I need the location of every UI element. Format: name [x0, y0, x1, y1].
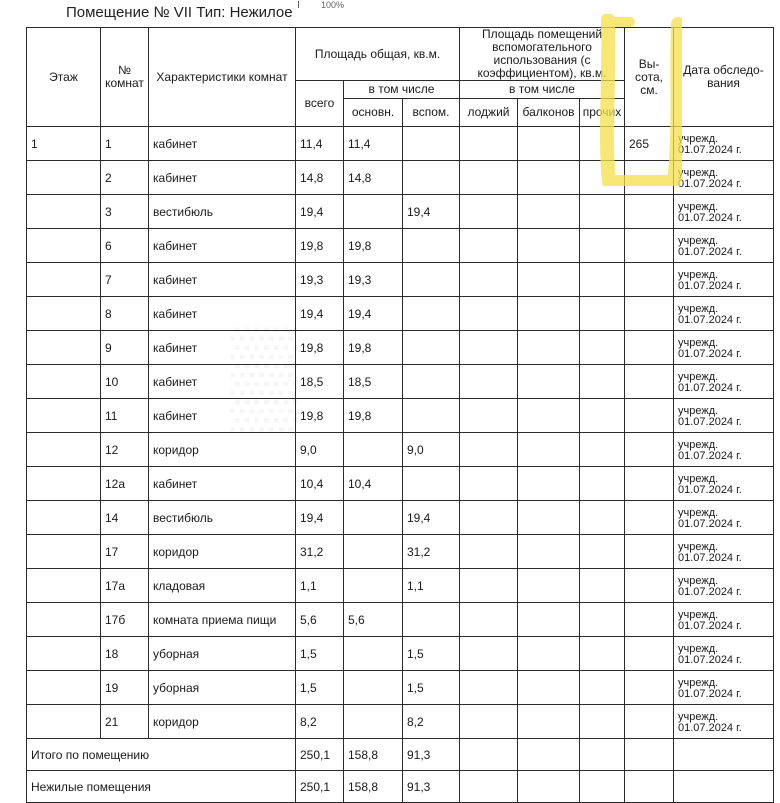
cell-room-desc: комната приема пищи: [149, 603, 296, 637]
table-row: [27, 535, 774, 569]
cell-other: [580, 603, 625, 637]
cell-room-no: 3: [101, 195, 149, 229]
cell-date: учрежд. 01.07.2024 г.: [674, 433, 774, 467]
cell-room-no: 12а: [101, 467, 149, 501]
cell-room-desc: кабинет: [149, 297, 296, 331]
cell-room-desc: коридор: [149, 535, 296, 569]
cell-height: [625, 263, 674, 297]
cell-main: 19,8: [344, 399, 403, 433]
cell-floor: [27, 637, 101, 671]
cell-other: [580, 195, 625, 229]
totals-empty-cell: [518, 771, 580, 803]
totals-empty-cell: [460, 771, 518, 803]
cell-main: 14,8: [344, 161, 403, 195]
header-loggias: лоджий: [460, 99, 518, 127]
cell-balconies: [518, 127, 580, 161]
cell-other: [580, 161, 625, 195]
cell-room-desc: коридор: [149, 433, 296, 467]
cell-date: учрежд. 01.07.2024 г.: [674, 195, 774, 229]
cell-date: учрежд. 01.07.2024 г.: [674, 365, 774, 399]
cell-total: 1,5: [296, 637, 344, 671]
cell-loggias: [460, 637, 518, 671]
table-row: [27, 263, 774, 297]
cell-other: [580, 229, 625, 263]
cell-room-no: 17: [101, 535, 149, 569]
cell-total: 19,4: [296, 501, 344, 535]
table-row: [27, 399, 774, 433]
cell-floor: [27, 535, 101, 569]
cell-date: учрежд. 01.07.2024 г.: [674, 603, 774, 637]
table-row: [27, 195, 774, 229]
cell-loggias: [460, 603, 518, 637]
cell-height: [625, 161, 674, 195]
cell-floor: [27, 705, 101, 739]
cell-floor: [27, 263, 101, 297]
cell-aux: 1,5: [403, 671, 460, 705]
cell-date: учрежд. 01.07.2024 г.: [674, 399, 774, 433]
table-row: [27, 467, 774, 501]
cell-room-no: 17а: [101, 569, 149, 603]
cell-room-desc: коридор: [149, 705, 296, 739]
cell-height: [625, 467, 674, 501]
cell-total: 19,8: [296, 399, 344, 433]
cell-room-desc: уборная: [149, 637, 296, 671]
table-row: [27, 637, 774, 671]
cell-balconies: [518, 399, 580, 433]
cell-room-no: 12: [101, 433, 149, 467]
header-room-desc: Характеристики комнат: [149, 28, 296, 127]
cell-aux: 8,2: [403, 705, 460, 739]
cell-height: [625, 399, 674, 433]
cell-height: 265: [625, 127, 674, 161]
cell-aux: [403, 399, 460, 433]
floor-plan-table: [26, 27, 774, 803]
cell-balconies: [518, 467, 580, 501]
cell-floor: [27, 229, 101, 263]
table-row: [27, 229, 774, 263]
cell-aux: 19,4: [403, 501, 460, 535]
cell-date: учрежд. 01.07.2024 г.: [674, 671, 774, 705]
cell-balconies: [518, 433, 580, 467]
cell-floor: [27, 501, 101, 535]
cell-aux: [403, 467, 460, 501]
cell-total: 5,6: [296, 603, 344, 637]
cell-floor: [27, 467, 101, 501]
cell-main: 19,4: [344, 297, 403, 331]
cell-room-desc: кабинет: [149, 467, 296, 501]
cell-loggias: [460, 297, 518, 331]
cell-date: учрежд. 01.07.2024 г.: [674, 229, 774, 263]
cell-height: [625, 501, 674, 535]
totals-cell-main: 158,8: [344, 739, 403, 771]
header-aux: вспом.: [403, 99, 460, 127]
cell-room-no: 6: [101, 229, 149, 263]
cell-room-desc: кладовая: [149, 569, 296, 603]
header-survey-date: Дата обследо-вания: [674, 28, 774, 127]
table-row: [27, 603, 774, 637]
cell-aux: 31,2: [403, 535, 460, 569]
totals-cell-total: 250,1: [296, 771, 344, 803]
cell-loggias: [460, 467, 518, 501]
cell-loggias: [460, 229, 518, 263]
top-toolbar-fragment: 100%: [298, 0, 344, 10]
cell-loggias: [460, 501, 518, 535]
cell-room-desc: кабинет: [149, 365, 296, 399]
cell-room-no: 8: [101, 297, 149, 331]
cell-date: учрежд. 01.07.2024 г.: [674, 263, 774, 297]
cell-balconies: [518, 671, 580, 705]
cell-total: 1,5: [296, 671, 344, 705]
table-row: [27, 127, 774, 161]
cell-balconies: [518, 501, 580, 535]
cell-balconies: [518, 195, 580, 229]
cell-total: 18,5: [296, 365, 344, 399]
cell-main: [344, 569, 403, 603]
cell-other: [580, 127, 625, 161]
cell-height: [625, 637, 674, 671]
header-room-no: № комнат: [101, 28, 149, 127]
cell-main: [344, 195, 403, 229]
cell-loggias: [460, 399, 518, 433]
cell-aux: 9,0: [403, 433, 460, 467]
cell-other: [580, 501, 625, 535]
header-aux-area: Площадь помещений вспомогательного использования (с коэффициентом), кв.м.: [460, 28, 625, 81]
cell-other: [580, 263, 625, 297]
cell-main: 10,4: [344, 467, 403, 501]
section-caption: Помещение № VII Тип: Нежилое: [66, 4, 293, 21]
cell-loggias: [460, 127, 518, 161]
totals-empty-cell: [625, 739, 674, 771]
cell-height: [625, 569, 674, 603]
table-row: [27, 161, 774, 195]
cell-date: учрежд. 01.07.2024 г.: [674, 637, 774, 671]
table-row: [27, 569, 774, 603]
header-floor: Этаж: [27, 28, 101, 127]
cell-aux: [403, 161, 460, 195]
cell-main: [344, 535, 403, 569]
header-including-1: в том числе: [344, 81, 460, 99]
cell-balconies: [518, 263, 580, 297]
cell-aux: [403, 603, 460, 637]
cell-loggias: [460, 331, 518, 365]
totals-label: Итого по помещению: [27, 739, 296, 771]
cell-other: [580, 637, 625, 671]
cell-main: 11,4: [344, 127, 403, 161]
cell-room-no: 11: [101, 399, 149, 433]
cell-room-no: 10: [101, 365, 149, 399]
cell-balconies: [518, 569, 580, 603]
cell-total: 19,8: [296, 229, 344, 263]
cell-floor: 1: [27, 127, 101, 161]
cell-room-no: 2: [101, 161, 149, 195]
cell-main: 5,6: [344, 603, 403, 637]
cell-height: [625, 705, 674, 739]
cell-floor: [27, 603, 101, 637]
header-main: основн.: [344, 99, 403, 127]
table-row: [27, 331, 774, 365]
cell-balconies: [518, 331, 580, 365]
cell-main: 19,8: [344, 229, 403, 263]
cell-balconies: [518, 603, 580, 637]
header-balconies: балконов: [518, 99, 580, 127]
cell-room-no: 14: [101, 501, 149, 535]
cell-total: 9,0: [296, 433, 344, 467]
cell-height: [625, 331, 674, 365]
cell-aux: [403, 297, 460, 331]
totals-empty-cell: [580, 771, 625, 803]
cell-balconies: [518, 297, 580, 331]
cell-floor: [27, 671, 101, 705]
totals-cell-main: 158,8: [344, 771, 403, 803]
cell-main: 19,8: [344, 331, 403, 365]
cell-aux: [403, 127, 460, 161]
cell-room-no: 19: [101, 671, 149, 705]
totals-row: [27, 771, 774, 803]
cell-total: 11,4: [296, 127, 344, 161]
cell-loggias: [460, 569, 518, 603]
table-row: [27, 501, 774, 535]
cell-total: 19,8: [296, 331, 344, 365]
cell-floor: [27, 161, 101, 195]
cell-height: [625, 229, 674, 263]
cell-floor: [27, 195, 101, 229]
totals-cell-aux: 91,3: [403, 771, 460, 803]
cell-room-desc: кабинет: [149, 161, 296, 195]
cell-other: [580, 399, 625, 433]
totals-label: Нежилые помещения: [27, 771, 296, 803]
totals-cell-aux: 91,3: [403, 739, 460, 771]
cell-height: [625, 195, 674, 229]
cell-loggias: [460, 365, 518, 399]
cell-aux: 1,5: [403, 637, 460, 671]
cell-height: [625, 603, 674, 637]
cell-total: 10,4: [296, 467, 344, 501]
cell-loggias: [460, 705, 518, 739]
cell-total: 1,1: [296, 569, 344, 603]
cell-main: [344, 705, 403, 739]
cell-date: учрежд. 01.07.2024 г.: [674, 705, 774, 739]
cell-aux: [403, 229, 460, 263]
cell-other: [580, 671, 625, 705]
cell-main: [344, 433, 403, 467]
cell-room-no: 1: [101, 127, 149, 161]
cell-date: учрежд. 01.07.2024 г.: [674, 161, 774, 195]
cell-balconies: [518, 229, 580, 263]
cell-other: [580, 297, 625, 331]
cell-main: [344, 637, 403, 671]
totals-empty-cell: [625, 771, 674, 803]
cell-main: [344, 501, 403, 535]
cell-balconies: [518, 637, 580, 671]
header-height: Вы-сота, см.: [625, 28, 674, 127]
header-total: всего: [296, 81, 344, 127]
cell-height: [625, 365, 674, 399]
cell-floor: [27, 399, 101, 433]
cell-room-no: 21: [101, 705, 149, 739]
cell-loggias: [460, 535, 518, 569]
cell-aux: [403, 263, 460, 297]
totals-row: [27, 739, 774, 771]
cell-floor: [27, 433, 101, 467]
cell-balconies: [518, 535, 580, 569]
cell-room-desc: кабинет: [149, 229, 296, 263]
cell-total: 31,2: [296, 535, 344, 569]
cell-other: [580, 569, 625, 603]
cell-floor: [27, 331, 101, 365]
table-row: [27, 671, 774, 705]
cell-main: [344, 671, 403, 705]
cell-room-desc: кабинет: [149, 331, 296, 365]
totals-empty-cell: [674, 739, 774, 771]
totals-empty-cell: [674, 771, 774, 803]
cell-loggias: [460, 195, 518, 229]
totals-empty-cell: [460, 739, 518, 771]
cell-room-desc: вестибюль: [149, 195, 296, 229]
cell-total: 19,4: [296, 195, 344, 229]
cell-total: 14,8: [296, 161, 344, 195]
cell-other: [580, 535, 625, 569]
cell-other: [580, 365, 625, 399]
cell-aux: 19,4: [403, 195, 460, 229]
cell-room-no: 18: [101, 637, 149, 671]
cell-room-desc: кабинет: [149, 263, 296, 297]
cell-room-desc: уборная: [149, 671, 296, 705]
cell-date: учрежд. 01.07.2024 г.: [674, 297, 774, 331]
cell-room-no: 17б: [101, 603, 149, 637]
cell-aux: [403, 365, 460, 399]
cell-balconies: [518, 705, 580, 739]
cell-balconies: [518, 161, 580, 195]
totals-empty-cell: [518, 739, 580, 771]
cell-other: [580, 331, 625, 365]
cell-loggias: [460, 263, 518, 297]
table-row: [27, 297, 774, 331]
header-other: прочих: [580, 99, 625, 127]
cell-room-desc: кабинет: [149, 127, 296, 161]
cell-date: учрежд. 01.07.2024 г.: [674, 569, 774, 603]
cell-height: [625, 297, 674, 331]
cell-other: [580, 467, 625, 501]
table-row: [27, 365, 774, 399]
cell-loggias: [460, 161, 518, 195]
cell-other: [580, 433, 625, 467]
cell-main: 19,3: [344, 263, 403, 297]
cell-date: учрежд. 01.07.2024 г.: [674, 501, 774, 535]
cell-room-no: 9: [101, 331, 149, 365]
cell-date: учрежд. 01.07.2024 г.: [674, 127, 774, 161]
cell-floor: [27, 297, 101, 331]
header-including-2: в том числе: [460, 81, 625, 99]
cell-main: 18,5: [344, 365, 403, 399]
cell-date: учрежд. 01.07.2024 г.: [674, 331, 774, 365]
cell-date: учрежд. 01.07.2024 г.: [674, 535, 774, 569]
header-total-area: Площадь общая, кв.м.: [296, 28, 460, 81]
cell-room-desc: вестибюль: [149, 501, 296, 535]
cell-date: учрежд. 01.07.2024 г.: [674, 467, 774, 501]
cell-balconies: [518, 365, 580, 399]
cell-loggias: [460, 433, 518, 467]
cell-room-desc: кабинет: [149, 399, 296, 433]
totals-cell-total: 250,1: [296, 739, 344, 771]
cell-loggias: [460, 671, 518, 705]
cell-total: 19,4: [296, 297, 344, 331]
cell-other: [580, 705, 625, 739]
cell-total: 19,3: [296, 263, 344, 297]
table-row: [27, 705, 774, 739]
table-row: [27, 433, 774, 467]
cell-floor: [27, 365, 101, 399]
cell-aux: 1,1: [403, 569, 460, 603]
cell-aux: [403, 331, 460, 365]
cell-height: [625, 671, 674, 705]
cell-floor: [27, 569, 101, 603]
cell-total: 8,2: [296, 705, 344, 739]
totals-empty-cell: [580, 739, 625, 771]
cell-height: [625, 535, 674, 569]
cell-room-no: 7: [101, 263, 149, 297]
cell-height: [625, 433, 674, 467]
